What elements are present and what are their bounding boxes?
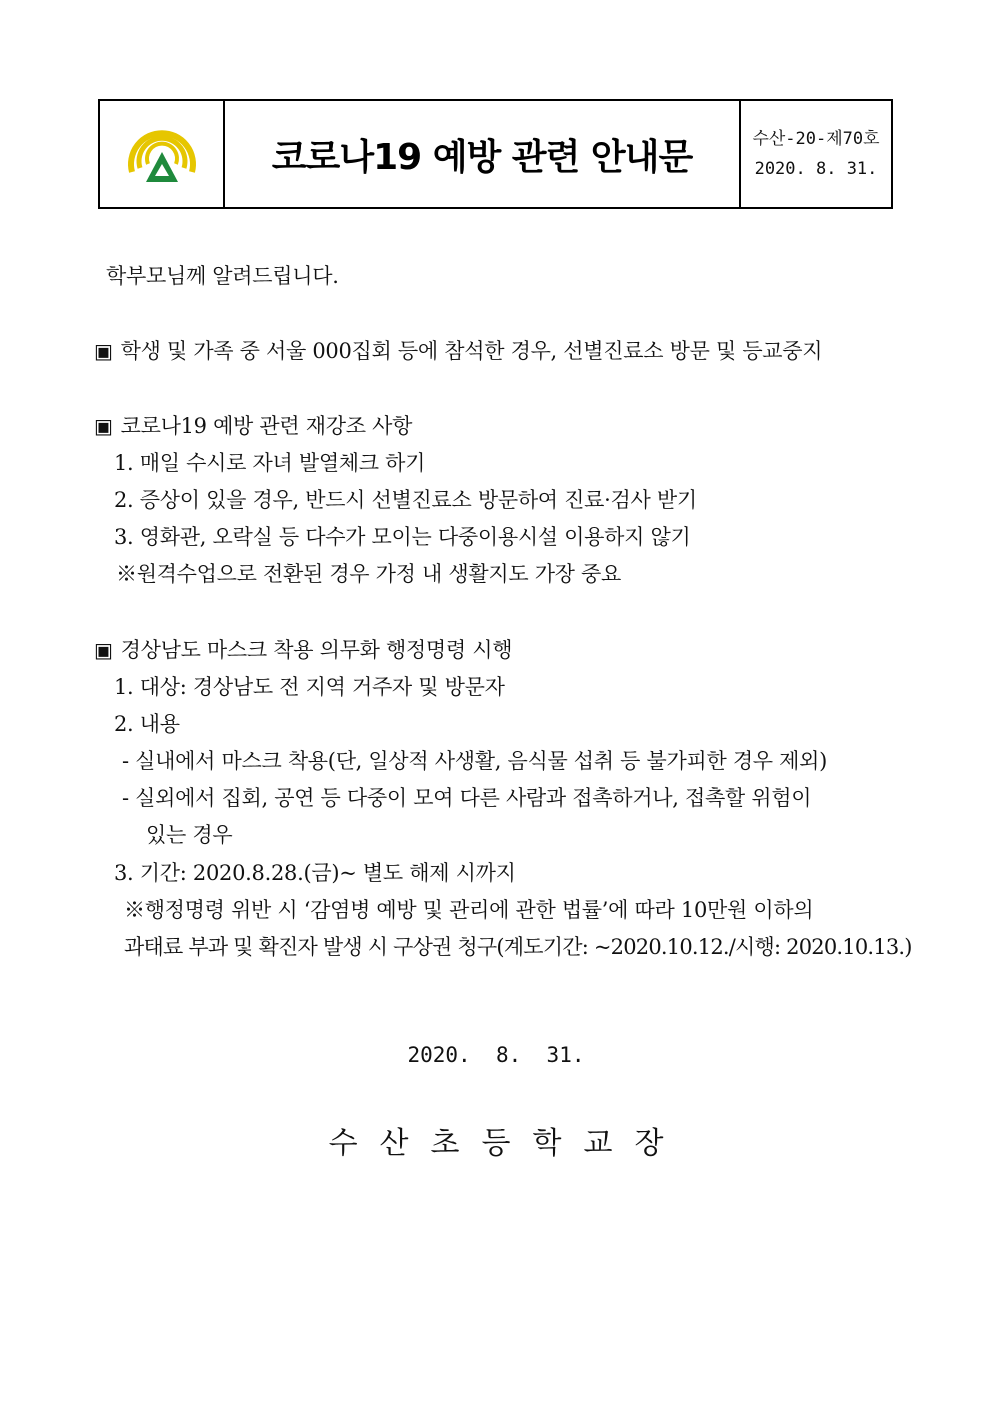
document-title: 코로나19 예방 관련 안내문 [271, 136, 693, 178]
school-emblem-icon [123, 120, 201, 188]
document-header [98, 99, 893, 209]
sub-item: - 실내에서 마스크 착용(단, 일상적 사생활, 음식물 섭취 등 불가피한 경우 제외) [122, 749, 828, 773]
section1 [94, 335, 822, 365]
section3-heading [94, 634, 512, 664]
title-cell [225, 101, 741, 207]
section3-note-continued: 과태료 부과 및 확진자 발생 시 구상권 청구(계도기간: ~2020.10.12./시행: 2020.10.13.) [124, 935, 912, 959]
logo-cell [100, 101, 225, 207]
list-item: 2. 증상이 있을 경우, 반드시 선별진료소 방문하여 진료·검사 받기 [114, 488, 697, 512]
list-item: 1. 매일 수시로 자녀 발열체크 하기 [114, 451, 426, 475]
section2-heading-text: 코로나19 예방 관련 재강조 사항 [120, 414, 413, 438]
section3-heading-text: 경상남도 마스크 착용 의무화 행정명령 시행 [120, 638, 513, 662]
document-date: 2020. 8. 31. [754, 159, 878, 179]
section3-note: ※행정명령 위반 시 ‘감염병 예방 및 관리에 관한 법률’에 따라 10만원 이하의 [124, 898, 814, 922]
sub-item: - 실외에서 집회, 공연 등 다중이 모여 다른 사람과 접촉하거나, 접촉할 위험이 [122, 786, 812, 810]
signature: 수산초등학교장 [328, 1126, 686, 1161]
meta-cell [741, 101, 891, 207]
square-bullet-icon: ▣ [94, 638, 113, 662]
list-item: 3. 기간: 2020.8.28.(금)~ 별도 해제 시까지 [114, 861, 516, 885]
list-item: 1. 대상: 경상남도 전 지역 거주자 및 방문자 [114, 675, 505, 699]
document-number: 수산-20-제70호 [752, 129, 880, 149]
greeting: 학부모님께 알려드립니다. [106, 264, 339, 288]
list-item: 3. 영화관, 오락실 등 다수가 모이는 다중이용시설 이용하지 않기 [114, 525, 691, 549]
section2-note: ※원격수업으로 전환된 경우 가정 내 생활지도 가장 중요 [116, 562, 622, 586]
sub-item-continued: 있는 경우 [146, 823, 233, 847]
footer-date: 2020. 8. 31. [407, 1043, 585, 1067]
section2-heading [94, 410, 412, 440]
list-item: 2. 내용 [114, 712, 180, 736]
square-bullet-icon: ▣ [94, 414, 113, 438]
section1-text: 학생 및 가족 중 서울 000집회 등에 참석한 경우, 선별진료소 방문 및 등교중지 [120, 339, 823, 363]
square-bullet-icon: ▣ [94, 339, 113, 363]
